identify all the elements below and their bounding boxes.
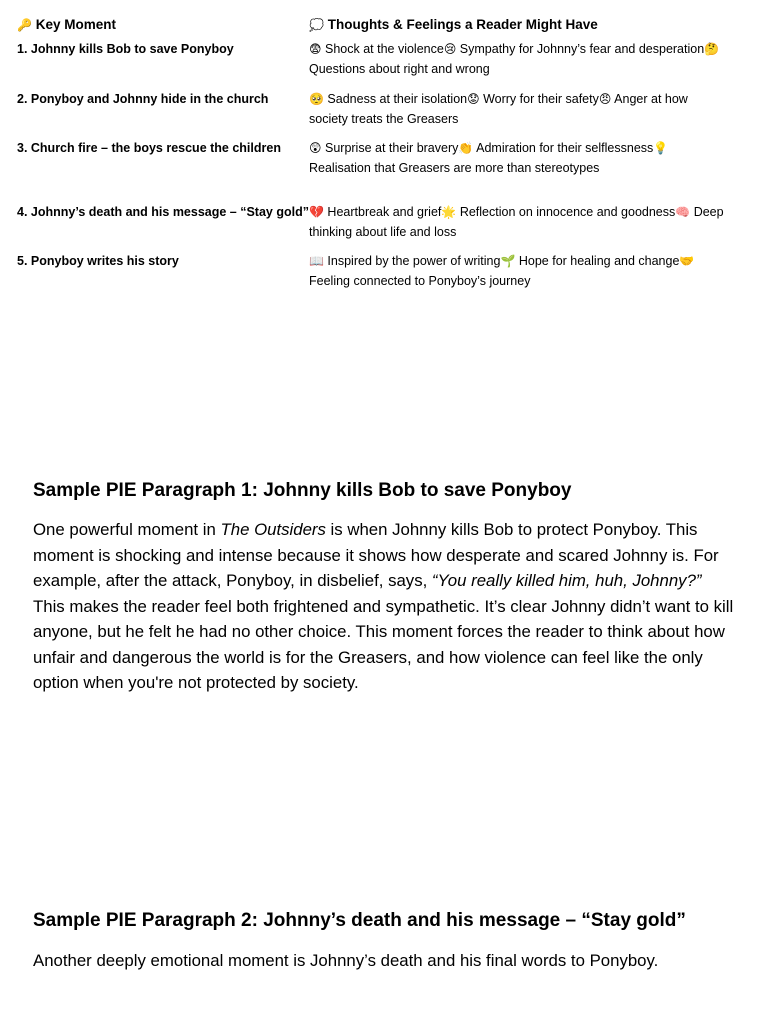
header-key-moment (17, 14, 309, 36)
pie-paragraph-1-section (33, 476, 738, 696)
astonished-face-icon: 😲 (309, 141, 322, 155)
pie-paragraph-1-body (33, 517, 738, 594)
pie-paragraph-2-section (33, 906, 738, 974)
body-text: One powerful moment in (33, 520, 221, 539)
open-book-icon: 📖 (309, 254, 324, 268)
thoughts-cell (309, 40, 729, 79)
thought-text: Shock at the violence (321, 42, 444, 56)
light-bulb-icon: 💡 (653, 141, 669, 155)
moment-cell: 4. Johnny’s death and his message – “Stay gold” (17, 205, 309, 219)
pie-paragraph-1-explanation: This makes the reader feel both frightened and sympathetic. It’s clear Johnny didn’t want to kill anyone, but he felt he had no other choice. This moment forces the reader to think about how unfair and dangerous the world is for the Greasers, and how violence can feel like the only option when you're not protected by society. (33, 596, 734, 692)
thoughts-cell (309, 139, 729, 178)
thought-text: Surprise at their bravery (321, 141, 459, 155)
brain-icon: 🧠 (675, 205, 691, 219)
thought-text: Heartbreak and grief (323, 205, 442, 219)
table-row (17, 90, 757, 129)
header-thoughts (309, 14, 729, 36)
glowing-star-icon: 🌟 (441, 205, 457, 219)
worried-face-icon: 😟 (467, 92, 480, 106)
moment-cell: 2. Ponyboy and Johnny hide in the church (17, 92, 269, 106)
pie-paragraph-2-body: Another deeply emotional moment is Johnny’s death and his final words to Ponyboy. (33, 951, 659, 970)
fearful-face-icon: 😨 (309, 42, 322, 56)
thought-text: Sadness at their isolation (323, 92, 468, 106)
thought-text: Deep thinking about life and loss (309, 205, 724, 239)
moment-cell: 5. Ponyboy writes his story (17, 254, 179, 268)
table-row (17, 40, 757, 79)
thought-text: Feeling connected to Ponyboy’s journey (309, 273, 531, 288)
pleading-face-icon: 🥺 (309, 92, 324, 106)
body-text: is when Johnny kills Bob to protect Ponyboy. This moment is shocking and intense because it shows how desperate and scared Johnny is. For example, after the attack, Ponyboy, in disbelief, says, (33, 520, 719, 590)
table-row (17, 139, 757, 178)
book-title: The Outsiders (220, 520, 326, 539)
thought-text: Realisation that Greasers are more than stereotypes (309, 160, 600, 175)
thought-bubble-icon: 💭 (309, 18, 324, 32)
moment-cell: 1. Johnny kills Bob to save Ponyboy (17, 42, 234, 56)
header-thoughts-label: Thoughts & Feelings a Reader Might Have (327, 17, 598, 32)
thought-text: Admiration for their selflessness (473, 141, 654, 155)
crying-face-icon: 😢 (443, 42, 457, 56)
key-moments-table (17, 14, 757, 291)
thought-text: Inspired by the power of writing (323, 254, 501, 268)
table-row (17, 252, 757, 291)
broken-heart-icon: 💔 (309, 205, 324, 219)
thoughts-cell (309, 203, 729, 242)
thought-text: Reflection on innocence and goodness (456, 205, 676, 219)
thought-text: Hope for healing and change (515, 254, 680, 268)
quote-text: “You really killed him, huh, Johnny?” (431, 571, 702, 590)
thought-text: Anger at how society treats the Greasers (309, 92, 688, 126)
thinking-face-icon: 🤔 (704, 42, 720, 56)
table-row (17, 203, 757, 242)
pie-paragraph-1-heading: Sample PIE Paragraph 1: Johnny kills Bob to save Ponyboy (33, 480, 572, 501)
angry-face-icon: 😠 (598, 92, 612, 106)
thoughts-cell (309, 90, 729, 129)
thoughts-cell (309, 252, 729, 291)
clapping-hands-icon: 👏 (458, 141, 474, 155)
pie-paragraph-2-heading: Sample PIE Paragraph 2: Johnny’s death and his message – “Stay gold” (33, 910, 686, 931)
thought-text: Sympathy for Johnny’s fear and desperation (456, 42, 705, 56)
seedling-icon: 🌱 (500, 254, 516, 268)
thought-text: Worry for their safety (479, 92, 599, 106)
header-key-moment-label: Key Moment (35, 17, 116, 32)
table-header-row (17, 14, 757, 36)
thought-text: Questions about right and wrong (309, 61, 490, 76)
moment-cell: 3. Church fire – the boys rescue the children (17, 141, 281, 155)
key-icon: 🔑 (17, 18, 32, 32)
handshake-icon: 🤝 (679, 254, 695, 268)
